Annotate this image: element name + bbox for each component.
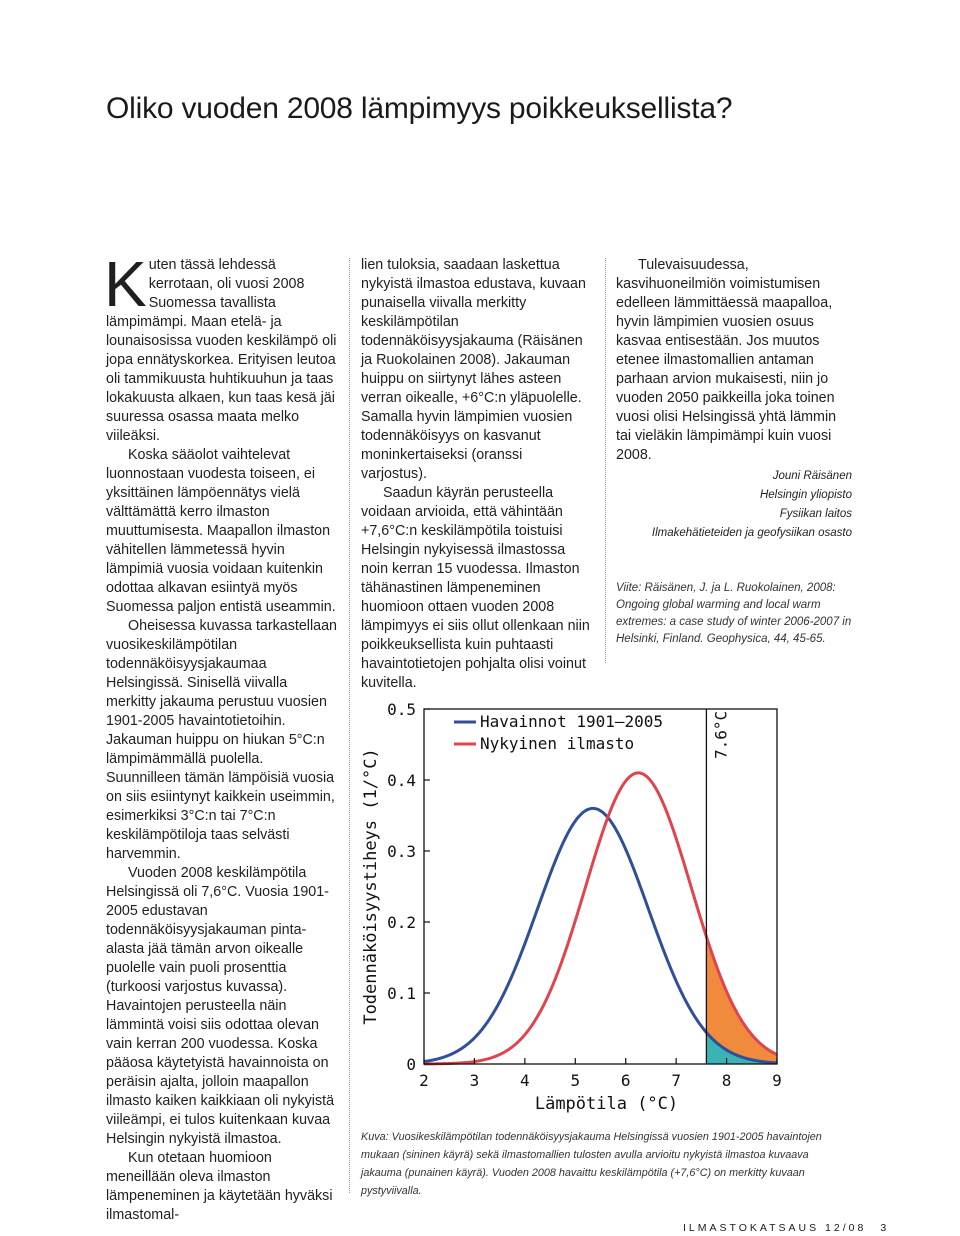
x-tick-label: 4: [520, 1071, 530, 1090]
x-axis-label: Lämpötila (°C): [534, 1094, 679, 1114]
legend-label: Nykyinen ilmasto: [480, 734, 635, 753]
y-tick-label: 0.3: [387, 842, 416, 861]
page-number: 3: [880, 1222, 887, 1234]
x-tick-label: 3: [469, 1071, 480, 1090]
paragraph: Vuoden 2008 keskilämpötila Helsingissä oli 7,6°C. Vuosia 1901-2005 edustavan todennäköisyysjakauman pinta-alasta jää tämän arvon oikealle puolelle vain puoli prosenttia (turkoosi varjostus kuvassa). Havaintojen perusteella näin lämmintä voisi siis odottaa olevan vain kerran 200 vuodessa. Koska pääosa käytetyistä havainnoista on peräisin ajalta, jolloin maapallon ilmasto kaiken kaikkiaan oli nykyistä viileämpi, ei tulos kuitenkaan kuvaa Helsingin nykyistä ilmastoa.: [106, 865, 335, 1147]
author-affiliation: Helsingin yliopisto: [759, 489, 852, 501]
column-divider: [349, 258, 350, 1193]
paragraph: Koska sääolot vaihtelevat luonnostaan vuodesta toiseen, ei yksittäinen lämpöennätys vielä välttämättä kerro ilmaston muuttumisesta. Maapallon ilmaston vähitellen lämmetessä hyvin lämpimiä vuosia voidaan kuitenkin odottaa alkavan esiintyä myös Suomessa paljon entistä useammin.: [106, 447, 336, 615]
paragraph: Oheisessa kuvassa tarkastellaan vuosikeskilämpötilan todennäköisyysjakaumaa Helsingissä. Sinisellä viivalla merkitty jakauma perustuu vuosien 1901-2005 havaintotietoihin. Jakauman huippu on hiukan 5°C:n lämpimämmällä puolella. Suunnilleen tämän lämpöisiä vuosia on siis esiintynyt kaikkein useimmin, esimerkiksi 3°C:n tai 7°C:n keskilämpötiloja taas selvästi harvemmin.: [106, 618, 338, 862]
footer-label: ILMASTOKATSAUS 12/08: [683, 1222, 867, 1234]
article-column-1: [104, 248, 338, 1225]
page-title: Oliko vuoden 2008 lämpimyys poikkeuksellista?: [106, 92, 733, 125]
x-tick-label: 6: [620, 1071, 631, 1090]
y-tick-label: 0.2: [387, 913, 416, 932]
distribution-chart: [352, 690, 792, 1120]
y-tick-label: 0.5: [387, 700, 416, 719]
figure-caption: Kuva: Vuosikeskilämpötilan todennäköisyysjakauma Helsingissä vuosien 1901-2005 havaintojen mukaan (sininen käyrä) sekä ilmastomallien tulosten avulla arvioitu nykyistä ilmastoa kuvaava jakauma (punainen käyrä). Vuoden 2008 havaittu keskilämpötila (+7,6°C) on merkitty kuvaan pystyviivalla.: [361, 1131, 822, 1197]
article-column-3: [616, 256, 852, 543]
author-affiliation: Fysiikan laitos: [779, 508, 852, 520]
drop-cap: K: [104, 248, 147, 320]
article-column-2: [361, 256, 591, 693]
x-tick-label: 2: [419, 1071, 429, 1090]
paragraph: lien tuloksia, saadaan laskettua nykyistä ilmastoa edustava, kuvaan punaisella viivalla merkitty keskilämpötilan todennäköisyysjakauma (Räisänen ja Ruokolainen 2008). Jakauman huippu on siirtynyt lähes asteen verran oikealle, +6°C:n yläpuolelle. Samalla hyvin lämpimien vuosien todennäköisyys on kasvanut moninkertaiseksi (oranssi varjostus).: [361, 257, 586, 482]
x-tick-label: 9: [772, 1071, 782, 1090]
y-tick-label: 0.1: [387, 984, 416, 1003]
author-name: Jouni Räisänen: [772, 470, 852, 482]
x-tick-label: 7: [671, 1071, 681, 1090]
reference: Viite: Räisänen, J. ja L. Ruokolainen, 2008: Ongoing global warming and local warm extremes: a case study of winter 2006-2007 in Helsinki, Finland. Geophysica, 44, 45-65.: [616, 582, 852, 645]
paragraph: Saadun käyrän perusteella voidaan arvioida, että vähintään +7,6°C:n keskilämpötila toistuisi Helsingin nykyisessä ilmastossa noin kerran 15 vuodessa. Ilmaston tähänastinen lämpeneminen huomioon ottaen vuoden 2008 lämpimyys ei siis ollut ollenkaan niin poikkeuksellista kuin puhtaasti havaintotietojen pohjalta olisi voinut kuvitella.: [361, 485, 590, 691]
chart-svg: [352, 690, 792, 1120]
paragraph: Kuten tässä lehdessä kerrotaan, oli vuosi 2008 Suomessa tavallista lämpimämpi. Maan etelä- ja lounaisosissa vuoden keskilämpö oli jopa ennätyskorkea. Erityisen leutoa oli tammikuusta huhtikuuhun ja taas lokakuusta alkaen, kun taas kesä jäi suuressa osassa maata melko viileäksi.: [104, 248, 337, 444]
column-divider: [605, 258, 606, 663]
paragraph: Tulevaisuudessa, kasvihuoneilmiön voimistumisen edelleen lämmittäessä maapalloa, hyvin lämpimien vuosien osuus kasvaa entisestään. Jos muutos etenee ilmastomallien antaman parhaan arvion mukaisesti, niin jo vuoden 2050 paikkeilla joka toinen vuosi olisi Helsingissä yhtä lämmin tai vieläkin lämpimämpi kuin vuosi 2008.: [616, 257, 837, 463]
legend-label: Havainnot 1901–2005: [480, 712, 664, 731]
y-tick-label: 0.4: [387, 771, 416, 790]
x-tick-label: 8: [721, 1071, 732, 1090]
y-tick-label: 0: [406, 1055, 416, 1074]
paragraph: Kun otetaan huomioon meneillään oleva ilmaston lämpeneminen ja käytetään hyväksi ilmastomal-: [106, 1150, 333, 1223]
page-footer: [683, 1222, 886, 1234]
marker-label: 7.6°C: [711, 710, 731, 759]
x-tick-label: 5: [570, 1071, 581, 1090]
y-axis-label: Todennäköisyystiheys (1/°C): [361, 748, 381, 1025]
author-affiliation: Ilmakehätieteiden ja geofysiikan osasto: [651, 527, 852, 539]
